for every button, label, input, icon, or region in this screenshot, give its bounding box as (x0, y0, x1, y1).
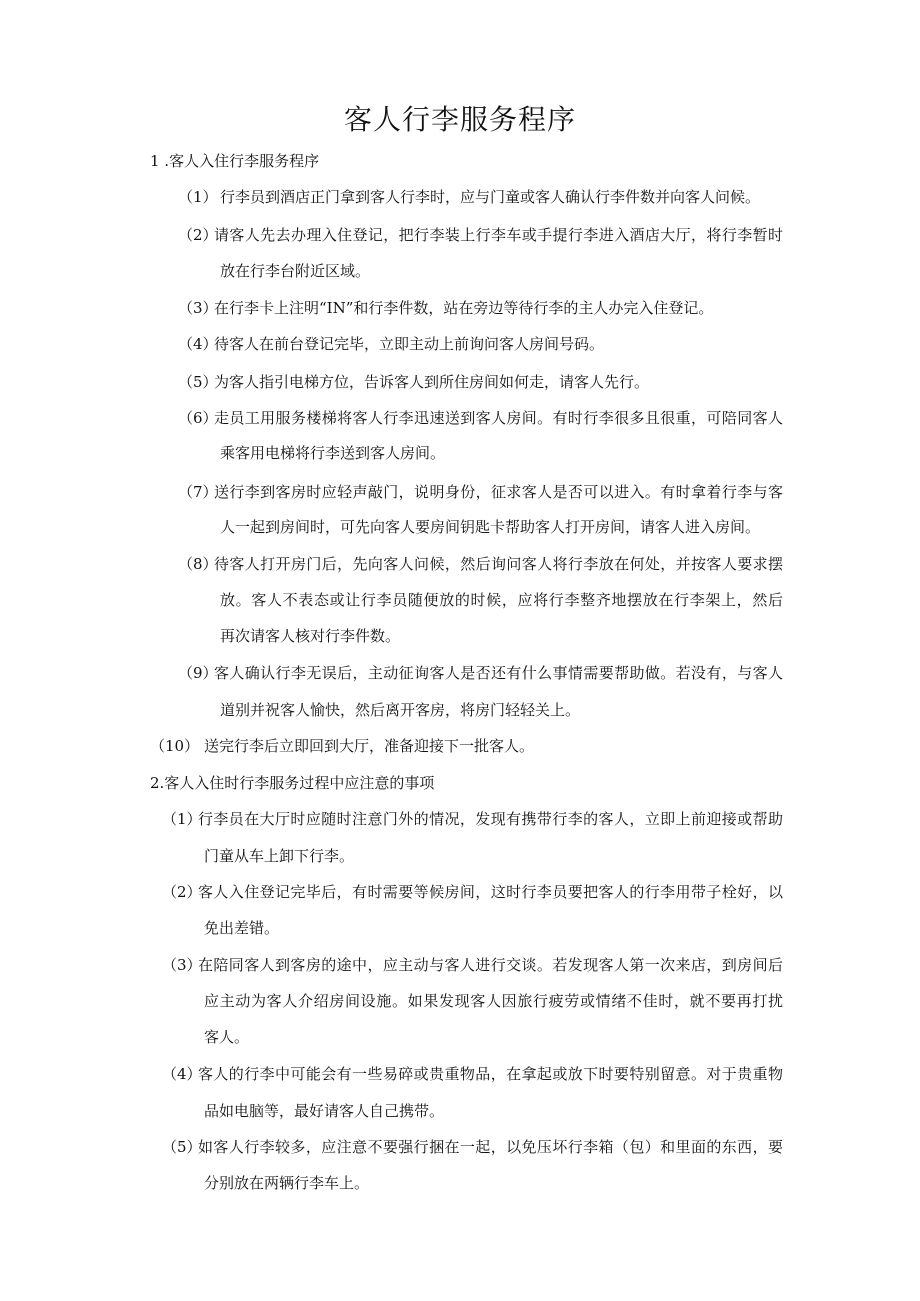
s1-item-2-num: （2） (178, 226, 218, 244)
s1-item-6-line-2: 乘客用电梯将行李送到客人房间。 (220, 444, 446, 462)
s2-item-4-line-2: 品如电脑等，最好请客人自己携带。 (204, 1102, 445, 1120)
s1-item-5-line-1: 为客人指引电梯方位，告诉客人到所住房间如何走，请客人先行。 (214, 373, 650, 391)
section-heading-1: 1 .客人入住行李服务程序 (150, 152, 320, 170)
s2-item-1-line-2: 门童从车上卸下行李。 (204, 847, 355, 865)
s1-item-8-line-2: 放。客人不表态或让行李员随便放的时候，应将行李整齐地摆放在行李架上，然后 (220, 591, 783, 609)
s1-item-9-line-2: 道别并祝客人愉快，然后离开客房，将房门轻轻关上。 (220, 701, 581, 719)
s2-item-1-line-1: 行李员在大厅时应随时注意门外的情况，发现有携带行李的客人，立即上前迎接或帮助 (198, 810, 783, 828)
s2-item-3-line-1: 在陪同客人到客房的途中，应主动与客人进行交谈。若发现客人第一次来店，到房间后 (198, 956, 783, 974)
s1-item-6-num: （6） (178, 409, 218, 427)
s1-item-4-num: （4） (178, 335, 218, 353)
s1-item-2-line-2: 放在行李台附近区域。 (220, 262, 371, 280)
s1-item-10-num: （10） (150, 737, 200, 755)
s1-item-1-line-1: 行李员到酒店正门拿到客人行李时，应与门童或客人确认行李件数并向客人问候。 (220, 188, 761, 206)
s1-item-6-line-1: 走员工用服务楼梯将客人行李迅速送到客人房间。有时行李很多且很重，可陪同客人 (214, 409, 783, 427)
s1-item-10-line-1: 送完行李后立即回到大厅，准备迎接下一批客人。 (204, 737, 535, 755)
s1-item-9-line-1: 客人确认行李无误后，主动征询客人是否还有什么事情需要帮助做。若没有，与客人 (214, 664, 783, 682)
s2-item-4-line-1: 客人的行李中可能会有一些易碎或贵重物品，在拿起或放下时要特别留意。对于贵重物 (198, 1065, 783, 1083)
s1-item-3-num: （3） (178, 299, 218, 317)
s2-item-2-line-1: 客人入住登记完毕后，有时需要等候房间，这时行李员要把客人的行李用带子栓好，以 (198, 883, 783, 901)
s2-item-5-line-1: 如客人行李较多，应注意不要强行捆在一起，以免压坏行李箱（包）和里面的东西，要 (198, 1138, 783, 1156)
section-heading-2: 2.客人入住时行李服务过程中应注意的事项 (150, 774, 435, 792)
s2-item-1-num: （1） (162, 810, 202, 828)
s2-item-4-num: （4） (162, 1065, 202, 1083)
s1-item-8-line-1: 待客人打开房门后，先向客人问候，然后询问客人将行李放在何处，并按客人要求摆 (214, 555, 783, 573)
s1-item-5-num: （5） (178, 373, 218, 391)
page-title: 客人行李服务程序 (343, 103, 576, 136)
s1-item-8-line-3: 再次请客人核对行李件数。 (220, 627, 401, 645)
s2-item-5-num: （5） (162, 1138, 202, 1156)
s1-item-7-num: （7） (178, 483, 218, 501)
s1-item-7-line-1: 送行李到客房时应轻声敲门，说明身份，征求客人是否可以进入。有时拿着行李与客 (214, 483, 783, 501)
s1-item-8-num: （8） (178, 555, 218, 573)
s2-item-3-line-2: 应主动为客人介绍房间设施。如果发现客人因旅行疲劳或情绪不佳时，就不要再打扰 (204, 992, 783, 1010)
s1-item-1-num: （1） (178, 188, 218, 206)
s1-item-7-line-2: 人一起到房间时，可先向客人要房间钥匙卡帮助客人打开房间，请客人进入房间。 (220, 518, 761, 536)
s2-item-2-line-2: 免出差错。 (204, 919, 280, 937)
s1-item-4-line-1: 待客人在前台登记完毕，立即主动上前询问客人房间号码。 (214, 335, 605, 353)
s1-item-9-num: （9） (178, 664, 218, 682)
s2-item-3-line-3: 客人。 (204, 1028, 250, 1046)
s2-item-2-num: （2） (162, 883, 202, 901)
s1-item-2-line-1: 请客人先去办理入住登记，把行李装上行李车或手提行李进入酒店大厅，将行李暂时 (214, 226, 783, 244)
s2-item-5-line-2: 分别放在两辆行李车上。 (204, 1174, 370, 1192)
s1-item-3-line-1: 在行李卡上注明“IN”和行李件数，站在旁边等待行李的主人办完入住登记。 (214, 299, 714, 317)
s2-item-3-num: （3） (162, 956, 202, 974)
